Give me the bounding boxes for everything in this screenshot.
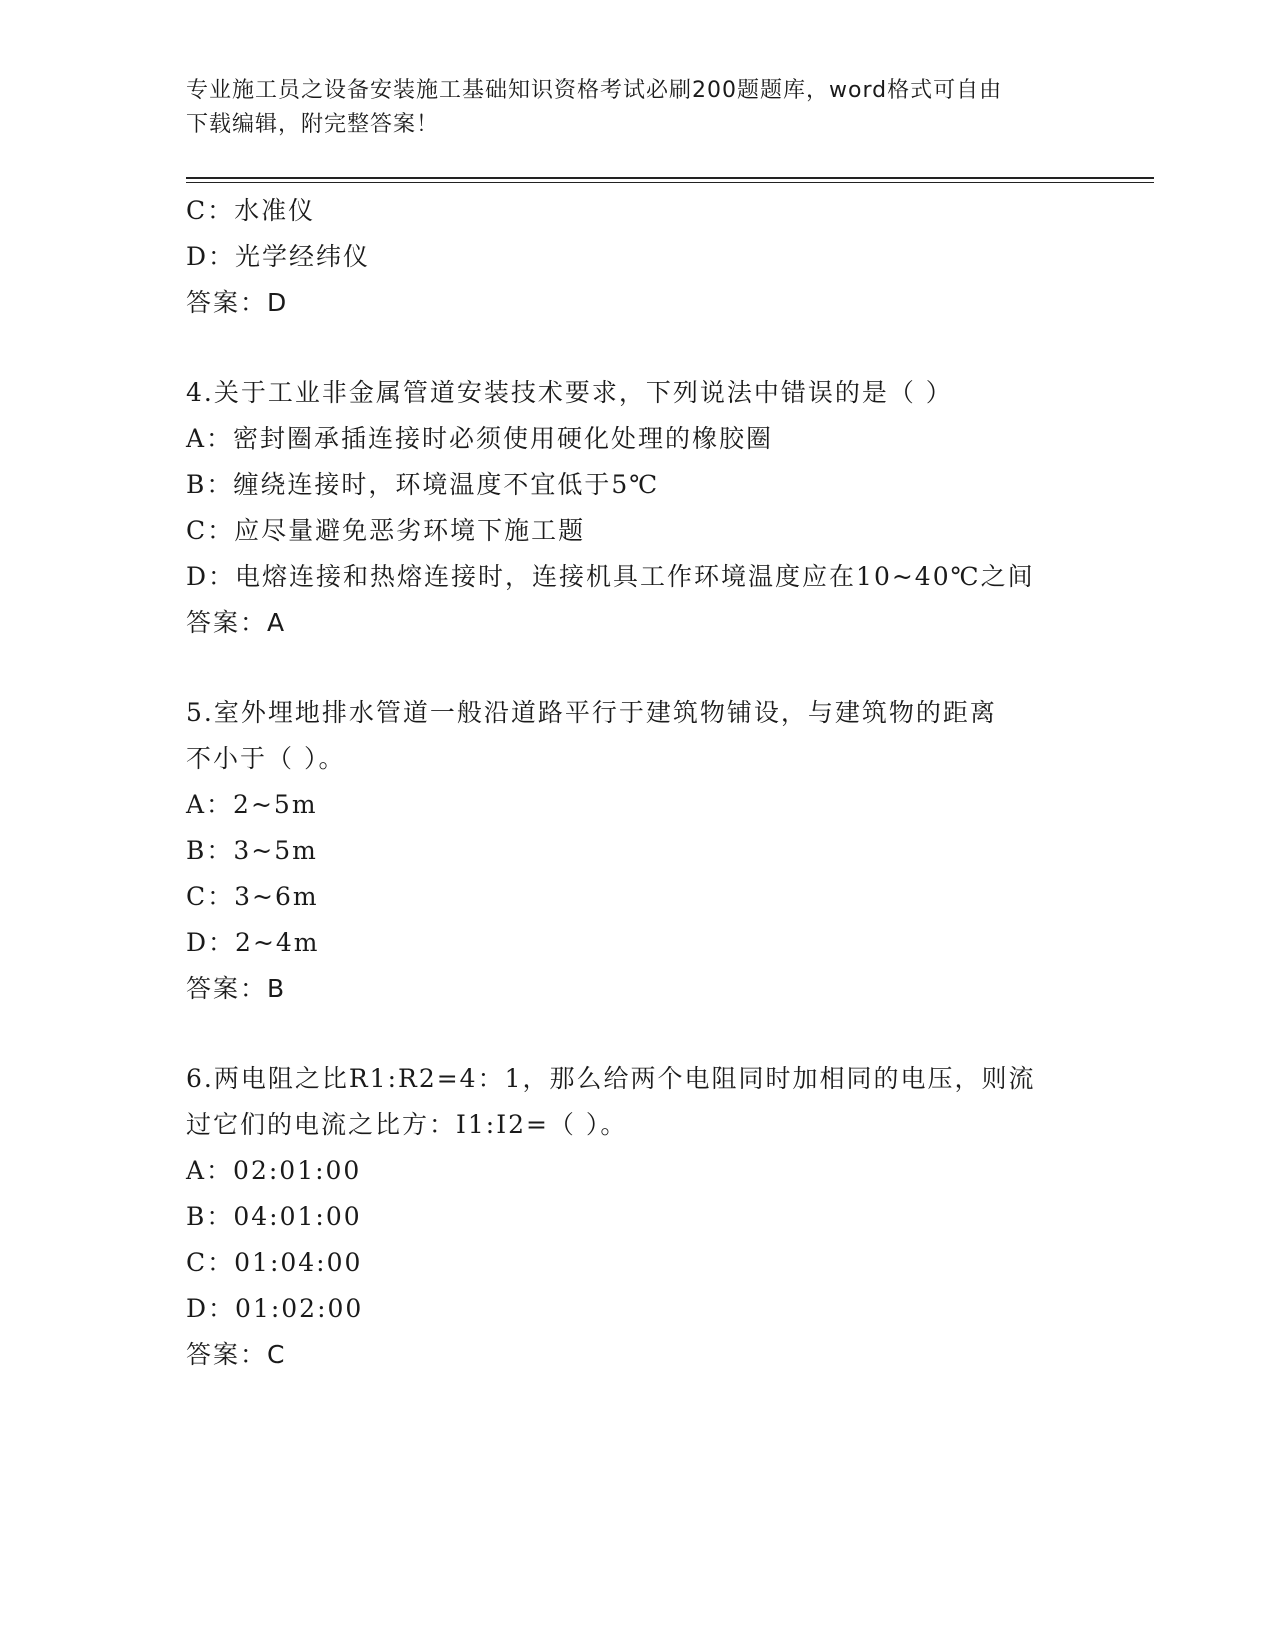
q6-option-c: C：01:04:00 xyxy=(186,1248,363,1277)
q4-option-c: C：应尽量避免恶劣环境下施工题 xyxy=(186,516,586,545)
question-6 xyxy=(186,1056,1086,1378)
q6-question-line-1: 6.两电阻之比R1:R2=4：1，那么给两个电阻同时加相同的电压，则流 xyxy=(186,1064,1036,1093)
q6-option-a: A：02:01:00 xyxy=(186,1156,362,1185)
q5-question-line-2: 不小于（ ）。 xyxy=(186,744,346,773)
spacer xyxy=(186,326,1086,370)
q4-option-d: D：电熔连接和热熔连接时，连接机具工作环境温度应在10~40℃之间 xyxy=(186,562,1035,591)
header-line-2: 下载编辑，附完整答案！ xyxy=(186,112,440,137)
question-4 xyxy=(186,370,1086,646)
q5-answer: 答案：B xyxy=(186,974,287,1003)
page-header xyxy=(186,74,1066,142)
spacer xyxy=(186,1012,1086,1056)
q4-question: 4.关于工业非金属管道安装技术要求，下列说法中错误的是（ ） xyxy=(186,378,953,407)
header-rule-thick xyxy=(186,177,1154,179)
q4-option-b: B：缠绕连接时，环境温度不宜低于5℃ xyxy=(186,470,660,499)
q3-option-d: D：光学经纬仪 xyxy=(186,242,371,271)
q3-answer: 答案：D xyxy=(186,288,289,317)
question-3-tail xyxy=(186,188,1086,326)
q4-answer: 答案：A xyxy=(186,608,287,637)
q5-option-a: A：2~5m xyxy=(186,790,318,819)
q4-option-a: A：密封圈承插连接时必须使用硬化处理的橡胶圈 xyxy=(186,424,774,453)
question-5 xyxy=(186,690,1086,1012)
q6-question-line-2: 过它们的电流之比方：I1:I2=（ ）。 xyxy=(186,1110,628,1139)
q3-option-c: C：水准仪 xyxy=(186,196,316,225)
q5-question-line-1: 5.室外埋地排水管道一般沿道路平行于建筑物铺设，与建筑物的距离 xyxy=(186,698,997,727)
q6-option-d: D：01:02:00 xyxy=(186,1294,364,1323)
question-content xyxy=(186,188,1086,1378)
header-line-1: 专业施工员之设备安装施工基础知识资格考试必刷200题题库，word格式可自由 xyxy=(186,78,1003,103)
q5-option-b: B：3~5m xyxy=(186,836,318,865)
q6-answer: 答案：C xyxy=(186,1340,287,1369)
header-rule-thin xyxy=(186,182,1154,183)
q6-option-b: B：04:01:00 xyxy=(186,1202,362,1231)
spacer xyxy=(186,646,1086,690)
q5-option-c: C：3~6m xyxy=(186,882,319,911)
q5-option-d: D：2~4m xyxy=(186,928,320,957)
